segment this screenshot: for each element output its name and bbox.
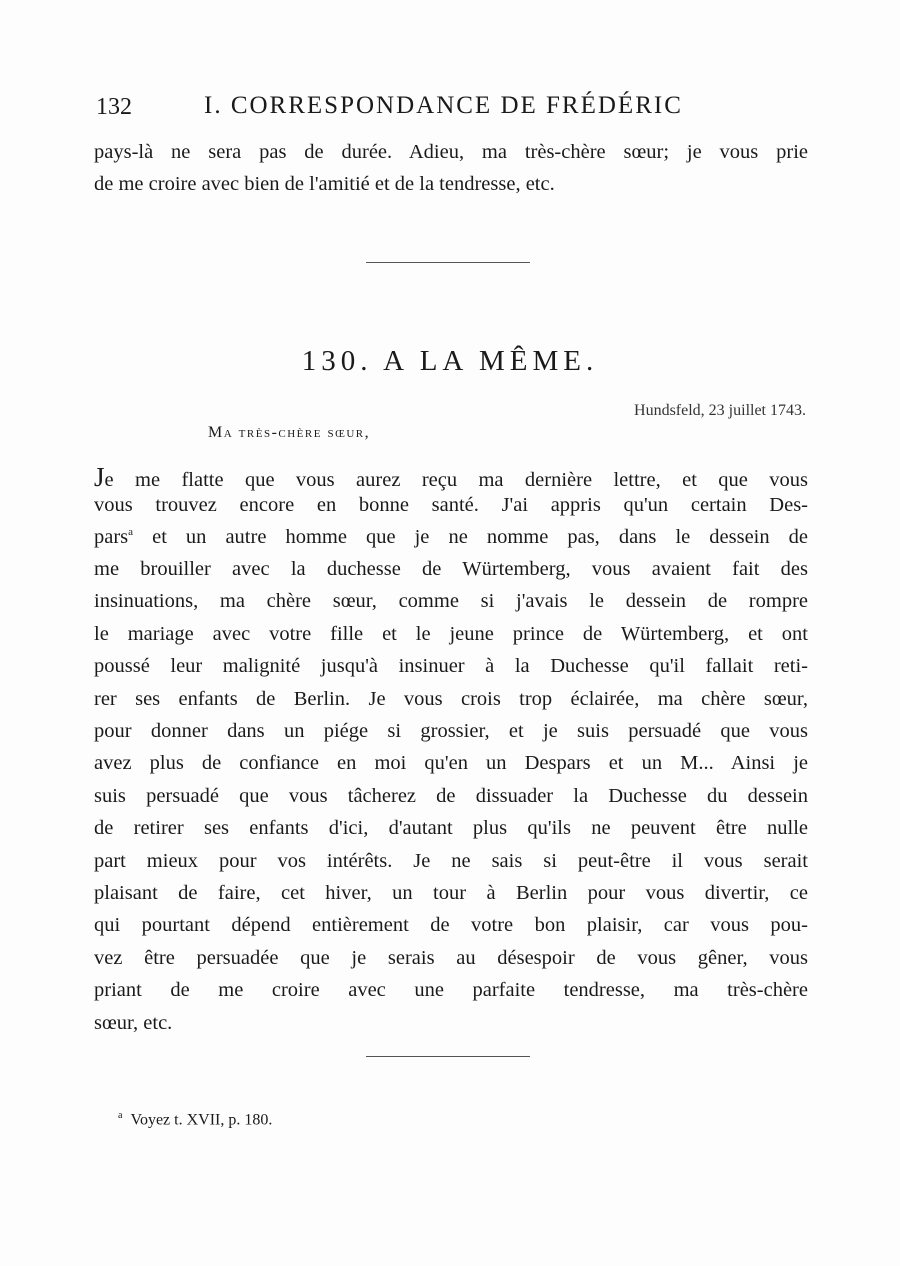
text-line: rer ses enfants de Berlin. Je vous crois trop éclairée, ma chère sœur, [94, 687, 808, 710]
section-divider [366, 262, 530, 263]
place-date: Hundsfeld, 23 juillet 1743. [634, 402, 806, 419]
text-line: vous trouvez encore en bonne santé. J'ai appris qu'un certain Des- [94, 494, 808, 516]
footnote-marker[interactable]: a [128, 526, 134, 539]
running-title: I. CORRESPONDANCE DE FRÉDÉRIC [204, 92, 683, 119]
text-line: vez être persuadée que je serais au désespoir de vous gêner, vous [94, 946, 808, 969]
text-line [94, 462, 808, 493]
text-span: pars [94, 526, 129, 548]
section-divider [366, 1056, 530, 1057]
text-line: part mieux pour vos intérêts. Je ne sais si peut-être il vous serait [94, 849, 808, 872]
footnote-marker: a [118, 1110, 123, 1121]
letter-title: 130. A LA MÊME. [301, 345, 599, 377]
text-line: avez plus de confiance en moi qu'en un Despars et un M... Ainsi je [94, 752, 808, 775]
text-span: et un autre homme que je ne nomme pas, dans le dessein de [152, 526, 809, 548]
text-line: de me croire avec bien de l'amitié et de la tendresse, etc. [94, 173, 555, 195]
text-line: pour donner dans un piége si grossier, et je suis persuadé que vous [94, 720, 808, 742]
text-line: me brouiller avec la duchesse de Würtemberg, vous avaient fait des [94, 558, 808, 580]
text-span: e me flatte que vous aurez reçu ma dernière lettre, et que vous [104, 469, 808, 491]
text-line: plaisant de faire, cet hiver, un tour à Berlin pour vous divertir, ce [94, 882, 808, 904]
text-line: sœur, etc. [94, 1011, 173, 1034]
salutation: Ma très-chère sœur, [208, 424, 371, 441]
text-line: de retirer ses enfants d'ici, d'autant plus qu'ils ne peuvent être nulle [94, 817, 808, 840]
text-line: insinuations, ma chère sœur, comme si j'avais le dessein de rompre [94, 590, 808, 613]
text-line: pays-là ne sera pas de durée. Adieu, ma très-chère sœur; je vous prie [94, 141, 808, 163]
page-number: 132 [96, 94, 132, 120]
text-line [94, 526, 808, 549]
text-line: suis persuadé que vous tâcherez de dissuader la Duchesse du dessein [94, 784, 808, 807]
text-line: poussé leur malignité jusqu'à insinuer à la Duchesse qu'il fallait reti- [94, 655, 808, 678]
text-line: qui pourtant dépend entièrement de votre bon plaisir, car vous pou- [94, 914, 808, 937]
text-line: priant de me croire avec une parfaite tendresse, ma très-chère [94, 979, 808, 1002]
footnote [118, 1110, 272, 1129]
footnote-text: Voyez t. XVII, p. 180. [130, 1111, 273, 1129]
text-line: le mariage avec votre fille et le jeune prince de Würtemberg, et ont [94, 622, 808, 645]
initial-letter: J [94, 462, 105, 492]
